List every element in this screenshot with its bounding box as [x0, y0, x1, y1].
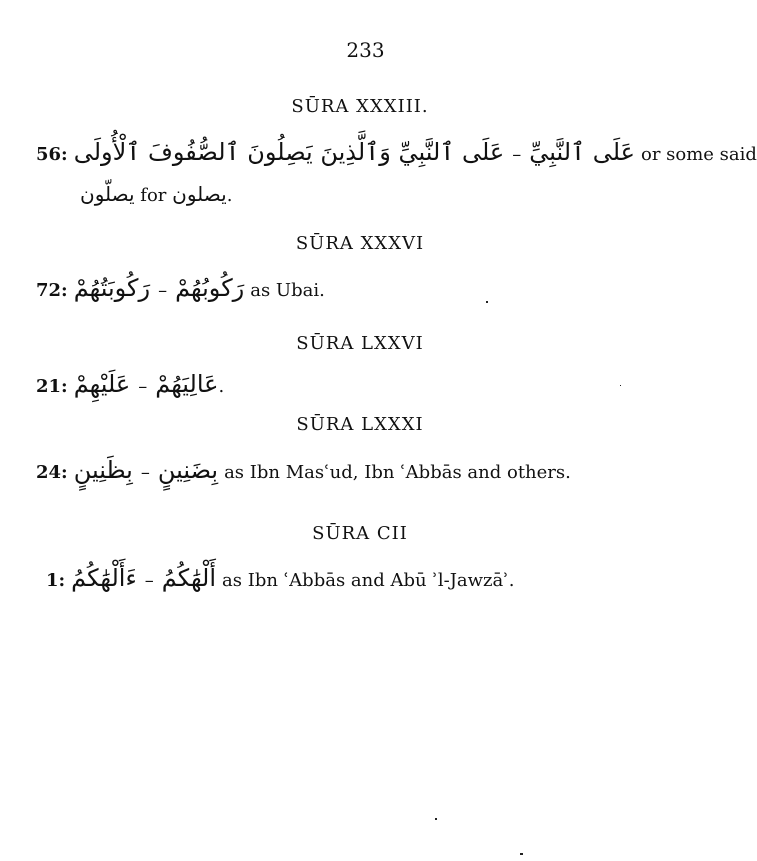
section-heading-sura-76: SŪRA LXXVI	[296, 333, 424, 354]
arabic-original: رَكُوبُهُمْ	[175, 274, 245, 302]
page-number: 233	[346, 38, 385, 62]
period: .	[218, 376, 225, 397]
verse-number: 72:	[36, 280, 68, 301]
scan-speck	[620, 385, 621, 386]
arabic-variant: عَلَى ٱلنَّبِيِّ وَٱلَّذِينَ يَصِلُونَ ٱلصُّفُوفَ ٱلْأُولَى	[73, 138, 505, 166]
verse-entry-56	[36, 140, 757, 164]
arabic-original: عَالِيَهُمْ	[155, 370, 219, 398]
dash-separator: –	[512, 144, 522, 165]
dash-separator: –	[144, 570, 154, 591]
note-text: as Ibn Masʿud, Ibn ʿAbbās and others.	[224, 462, 571, 483]
verse-number: 1:	[46, 570, 66, 591]
arabic-original: عَلَى ٱلنَّبِيِّ	[529, 138, 635, 166]
scan-speck	[435, 818, 437, 820]
arabic-word: يصلون	[172, 182, 227, 206]
verse-number: 56:	[36, 144, 68, 165]
note-text: for	[140, 185, 167, 206]
note-text: or some said	[640, 144, 757, 165]
section-heading-sura-36: SŪRA XXXVI	[295, 233, 425, 254]
note-text: as Ibn ʿAbbās and Abū ʾl-Jawzāʾ.	[222, 570, 515, 591]
dash-separator: –	[158, 280, 168, 301]
verse-number: 21:	[36, 376, 68, 397]
arabic-variant: ءَأَلْهَٰكُمُ	[71, 564, 137, 592]
dash-separator: –	[138, 376, 148, 397]
verse-continuation	[80, 182, 232, 206]
scan-speck	[520, 853, 523, 855]
section-heading-sura-33: SŪRA XXXIII.	[291, 96, 429, 117]
scan-speck	[486, 301, 488, 303]
arabic-variant: بِظَنِينٍ	[73, 456, 133, 484]
verse-entry-21	[36, 372, 224, 396]
section-heading-sura-81: SŪRA LXXXI	[296, 414, 424, 435]
period: .	[226, 185, 233, 206]
verse-entry-72	[36, 276, 325, 300]
arabic-variant: عَلَيْهِمْ	[73, 370, 131, 398]
arabic-original: أَلْهَٰكُمُ	[161, 564, 217, 592]
arabic-original: بِضَنِينٍ	[157, 456, 219, 484]
arabic-variant: رَكُوبَتُهُمْ	[73, 274, 151, 302]
arabic-word: يصلّون	[80, 182, 135, 206]
section-heading-sura-102: SŪRA CII	[312, 523, 408, 544]
verse-entry-1	[46, 566, 515, 590]
verse-entry-24	[36, 458, 571, 482]
verse-number: 24:	[36, 462, 68, 483]
note-text: as Ubai.	[250, 280, 325, 301]
dash-separator: –	[140, 462, 150, 483]
